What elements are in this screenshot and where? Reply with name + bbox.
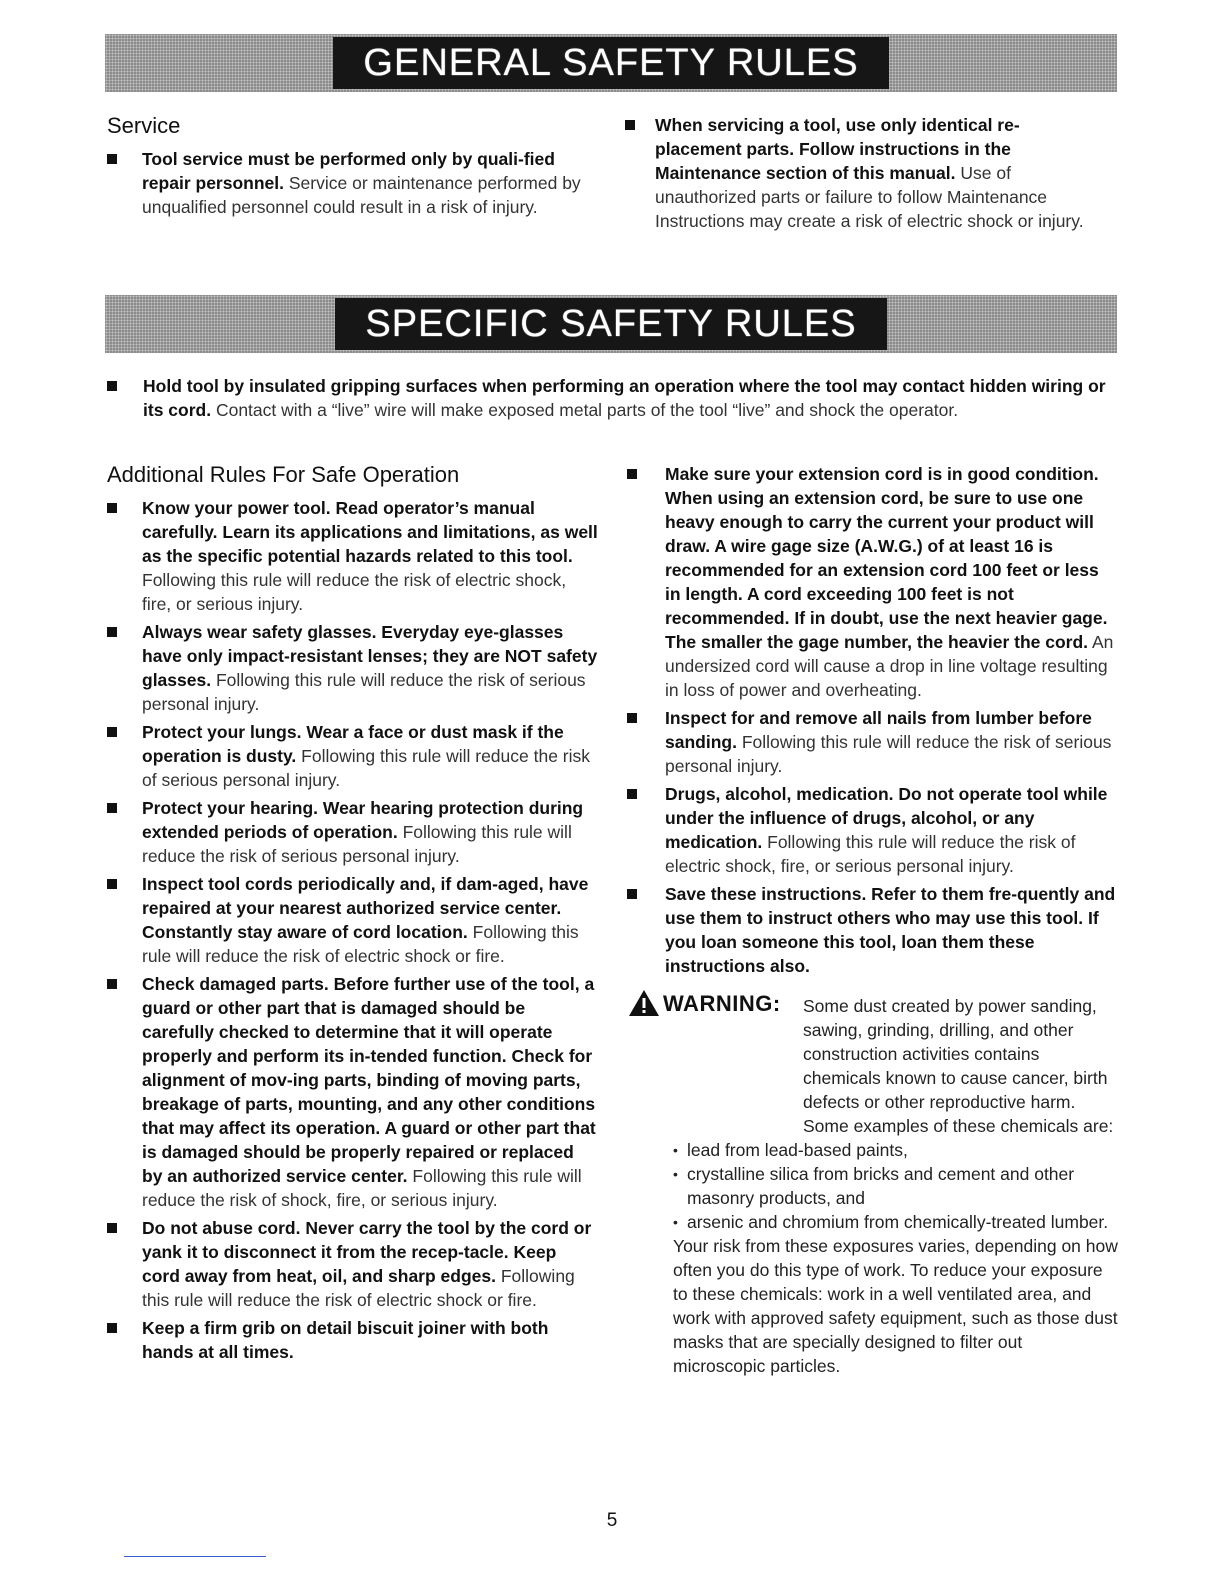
list-item (107, 147, 587, 219)
specific-intro-section (107, 374, 1107, 426)
bullet-square-icon (107, 381, 117, 391)
bullet-square-icon (627, 889, 637, 899)
list-item (627, 882, 1119, 978)
rule-text: Following this rule will reduce the risk of electric shock or fire. (142, 922, 579, 966)
rule-text: Following this rule will reduce the risk of electric shock, fire, or serious personal injury. (665, 832, 1076, 876)
banner-title: SPECIFIC SAFETY RULES (335, 298, 886, 350)
rule-text: Following this rule will reduce the risk of electric shock or fire. (142, 1266, 575, 1310)
list-item (107, 872, 599, 968)
additional-rules-right-column (627, 462, 1119, 1378)
service-section-right (625, 113, 1105, 237)
rule-text: Following this rule will reduce the risk of serious personal injury. (142, 670, 586, 714)
rule-text: An undersized cord will cause a drop in line voltage resulting in loss of power and overheating. (665, 632, 1114, 700)
bullet-square-icon (107, 979, 117, 989)
list-item (625, 113, 1105, 233)
rule-bold-text: Make sure your extension cord is in good condition. When using an extension cord, be sure to use one heavy enough to carry the current your product will draw. A wire gage size (A.W.G.) of at least 16 is recommended for an extension cord 100 feet or less in length. A cord exceeding 100 feet is not recommended. If in doubt, use the next heavier gage. The smaller the gage number, the heavier the cord. (665, 464, 1108, 652)
rule-bold-text: Inspect tool cords periodically and, if dam-aged, have repaired at your nearest authorized service center. Constantly stay aware of cord location. (142, 874, 589, 942)
rule-text: Service or maintenance performed by unqualified personnel could result in a risk of injury. (142, 173, 581, 217)
list-item (107, 796, 599, 868)
rule-bold-text: Know your power tool. Read operator’s manual carefully. Learn its applications and limitations, as well as the specific potential hazards related to this tool. (142, 498, 598, 566)
list-item (627, 706, 1119, 778)
warning-body (627, 991, 1119, 1378)
page-number: 5 (606, 1510, 618, 1531)
list-item (107, 374, 1107, 422)
rule-bold-text: Protect your lungs. Wear a face or dust mask if the operation is dusty. (142, 722, 564, 766)
banner-title: GENERAL SAFETY RULES (333, 37, 888, 89)
rule-text: Following this rule will reduce the risk of electric shock, fire, or serious injury. (142, 570, 567, 614)
bullet-square-icon (107, 503, 117, 513)
rule-bold-text: Check damaged parts. Before further use of the tool, a guard or other part that is damaged should be carefully checked to determine that it will operate properly and perform its in-tended function. Check for alignment of mov-ing parts, binding of moving parts, breakage of parts, mounting, and any other conditions that may affect its operation. A guard or other part that is damaged should be properly repaired or replaced by an authorized service center. (142, 974, 596, 1186)
rule-text: Following this rule will reduce the risk of serious personal injury. (142, 746, 591, 790)
bullet-square-icon (627, 713, 637, 723)
rule-text: Use of unauthorized parts or failure to follow Maintenance Instructions may create a risk of electric shock or injury. (655, 163, 1084, 231)
list-item (107, 1216, 599, 1312)
warning-block (627, 992, 1119, 1378)
additional-rules-list-right (627, 462, 1119, 978)
bullet-square-icon (107, 879, 117, 889)
bullet-square-icon (625, 120, 635, 130)
service-section-left (107, 113, 587, 223)
service-heading: Service (107, 113, 181, 138)
list-item (107, 620, 599, 716)
footer-divider (124, 1556, 266, 1557)
warning-triangle-icon (627, 988, 661, 1018)
list-item (107, 720, 599, 792)
list-item (107, 496, 599, 616)
list-item: • lead from lead-based paints, (673, 1138, 1119, 1162)
bullet-square-icon (627, 789, 637, 799)
rule-text: Following this rule will reduce the risk of shock, fire, or serious injury. (142, 1166, 582, 1210)
warning-closing: Your risk from these exposures varies, depending on how often you do this type of work. To reduce your exposure to these chemicals: work in a well ventilated area, and work with approved safety equipment, such as those dust masks that are specially designed to filter out microscopic particles. (673, 1236, 1118, 1376)
warning-bullet-list (673, 1138, 1119, 1234)
specific-safety-rules-banner (105, 295, 1117, 353)
rule-bold-text: When servicing a tool, use only identical re-placement parts. Follow instructions in the Maintenance section of this manual. (655, 115, 1020, 183)
rule-text: Contact with a “live” wire will make exposed metal parts of the tool “live” and shock the operator. (215, 400, 959, 420)
list-item (107, 972, 599, 1212)
rule-bold-text: Protect your hearing. Wear hearing protection during extended periods of operation. (142, 798, 584, 842)
general-safety-rules-banner (105, 34, 1117, 92)
bullet-square-icon (107, 803, 117, 813)
bullet-square-icon (107, 1223, 117, 1233)
rule-text: Following this rule will reduce the risk of serious personal injury. (665, 732, 1112, 776)
bullet-square-icon (107, 627, 117, 637)
list-item (107, 1316, 599, 1364)
list-item (627, 462, 1119, 702)
bullet-square-icon (107, 1323, 117, 1333)
rule-bold-text: Inspect for and remove all nails from lumber before sanding. (665, 708, 1092, 752)
rule-bold-text: Do not abuse cord. Never carry the tool by the cord or yank it to disconnect it from the recep-tacle. Keep cord away from heat, oil, and sharp edges. (142, 1218, 592, 1286)
list-item (627, 782, 1119, 878)
list-item: • crystalline silica from bricks and cement and other masonry products, and (673, 1162, 1119, 1210)
rule-bold-text: Tool service must be performed only by quali-fied repair personnel. (142, 149, 555, 193)
rule-bold-text: Always wear safety glasses. Everyday eye-glasses have only impact-resistant lenses; they are NOT safety glasses. (142, 622, 598, 690)
rule-bold-text: Keep a firm grib on detail biscuit joiner with both hands at all times. (142, 1318, 549, 1362)
rule-text: Following this rule will reduce the risk of serious personal injury. (142, 822, 572, 866)
rule-bold-text: Save these instructions. Refer to them fre-quently and use them to instruct others who may use this tool. If you loan someone this tool, loan them these instructions also. (665, 884, 1116, 976)
additional-rules-heading: Additional Rules For Safe Operation (107, 462, 460, 487)
warning-intro: Some dust created by power sanding, sawing, grinding, drilling, and other construction activities contains chemicals known to cause cancer, birth defects or other reproductive harm. Some examples of these chemicals are: (803, 996, 1114, 1136)
list-item: • arsenic and chromium from chemically-treated lumber. (673, 1210, 1119, 1234)
warning-label: WARNING: (663, 991, 781, 1016)
rule-bold-text: Hold tool by insulated gripping surfaces when performing an operation where the tool may contact hidden wiring or its cord. (143, 376, 1106, 420)
bullet-square-icon (107, 154, 117, 164)
bullet-square-icon (107, 727, 117, 737)
bullet-square-icon (627, 469, 637, 479)
additional-rules-list-left (107, 496, 599, 1364)
rule-bold-text: Drugs, alcohol, medication. Do not operate tool while under the influence of drugs, alcohol, or any medication. (665, 784, 1108, 852)
additional-rules-left-column (107, 462, 599, 1368)
